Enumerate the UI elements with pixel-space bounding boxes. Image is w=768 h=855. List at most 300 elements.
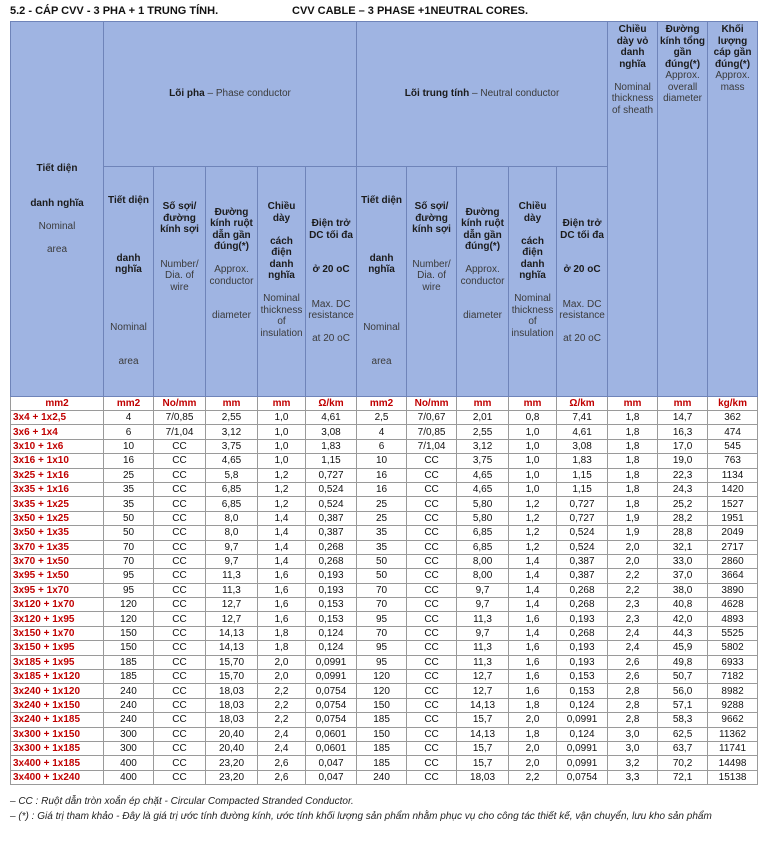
table-cell: 50,7 (658, 670, 708, 684)
table-cell: 0,268 (557, 598, 608, 612)
cable-code-cell: 3x25 + 1x16 (11, 468, 104, 482)
table-cell: 14,13 (206, 626, 258, 640)
table-cell: 185 (357, 756, 407, 770)
table-cell: 3,75 (206, 439, 258, 453)
table-cell: 35 (357, 540, 407, 554)
cable-code-cell: 3x240 + 1x120 (11, 684, 104, 698)
cable-code-cell: 3x120 + 1x70 (11, 598, 104, 612)
table-cell: 0,193 (557, 641, 608, 655)
table-cell: 2,5 (357, 411, 407, 425)
table-cell: 2,4 (258, 741, 306, 755)
table-cell: 1,8 (608, 468, 658, 482)
table-cell: 44,3 (658, 626, 708, 640)
table-cell: CC (154, 569, 206, 583)
table-cell: 2,3 (608, 612, 658, 626)
table-cell: 1,8 (258, 626, 306, 640)
table-cell: 15,7 (457, 756, 509, 770)
table-cell: CC (154, 598, 206, 612)
table-cell: 7/0,85 (154, 411, 206, 425)
cable-spec-table (10, 21, 758, 785)
table-cell: 7182 (708, 670, 758, 684)
table-cell: 400 (104, 770, 154, 784)
table-cell: 49,8 (658, 655, 708, 669)
table-cell: 2,8 (608, 684, 658, 698)
table-cell: 4,65 (206, 454, 258, 468)
table-cell: CC (154, 511, 206, 525)
table-row (11, 511, 758, 525)
table-cell: 95 (357, 612, 407, 626)
unit-cell: mm (206, 397, 258, 411)
table-cell: 1,83 (557, 454, 608, 468)
table-cell: 120 (104, 612, 154, 626)
table-cell: 3,3 (608, 770, 658, 784)
table-cell: 1527 (708, 497, 758, 511)
table-cell: 1420 (708, 482, 758, 496)
unit-cell: mm (258, 397, 306, 411)
table-cell: 0,387 (306, 526, 357, 540)
header-phase-area: Tiết diện danh nghĩa Nominal area (104, 167, 154, 397)
cable-code-cell: 3x16 + 1x10 (11, 454, 104, 468)
header-approx-mass: Khối lượng cáp gần đúng(*) Approx. mass (708, 22, 758, 397)
cable-code-cell: 3x400 + 1x240 (11, 770, 104, 784)
table-cell: 2,55 (206, 411, 258, 425)
table-cell: 0,124 (557, 698, 608, 712)
table-cell: 9,7 (457, 626, 509, 640)
table-cell: 1,6 (509, 612, 557, 626)
table-cell: 1,0 (509, 482, 557, 496)
table-cell: 2,6 (258, 756, 306, 770)
table-cell: 17,0 (658, 439, 708, 453)
table-cell: 0,387 (557, 569, 608, 583)
table-cell: CC (154, 641, 206, 655)
table-cell: 16 (357, 482, 407, 496)
table-cell: 3,12 (457, 439, 509, 453)
table-cell: 0,727 (557, 497, 608, 511)
table-row (11, 497, 758, 511)
table-cell: 19,0 (658, 454, 708, 468)
table-cell: 1,6 (258, 583, 306, 597)
table-cell: 0,193 (306, 583, 357, 597)
table-cell: 120 (104, 598, 154, 612)
table-cell: CC (407, 756, 457, 770)
header-neutral-resistance: Điện trở DC tối đa ở 20 oC Max. DC resistance at 20 oC (557, 167, 608, 397)
table-title (10, 2, 760, 20)
table-cell: 57,1 (658, 698, 708, 712)
table-cell: 2,0 (608, 540, 658, 554)
table-cell: 3890 (708, 583, 758, 597)
table-cell: 70 (357, 598, 407, 612)
table-cell: 16,3 (658, 425, 708, 439)
table-cell: 240 (357, 770, 407, 784)
table-cell: 11,3 (206, 583, 258, 597)
table-cell: 18,03 (206, 713, 258, 727)
table-cell: 1,2 (509, 511, 557, 525)
table-cell: 0,524 (557, 540, 608, 554)
table-cell: 15,7 (457, 713, 509, 727)
table-cell: 1,2 (509, 540, 557, 554)
table-cell: 2,2 (608, 569, 658, 583)
table-cell: 9,7 (457, 598, 509, 612)
title-en: CVV CABLE – 3 PHASE +1NEUTRAL CORES. (292, 5, 529, 17)
table-cell: 1,4 (258, 511, 306, 525)
table-cell: 7/1,04 (407, 439, 457, 453)
table-cell: 11,3 (457, 641, 509, 655)
table-cell: 0,153 (306, 612, 357, 626)
table-cell: 1,4 (258, 526, 306, 540)
table-cell: 150 (104, 626, 154, 640)
table-cell: 0,124 (557, 727, 608, 741)
header-row-main (11, 22, 758, 167)
table-cell: 2,8 (608, 713, 658, 727)
table-cell: 4 (104, 411, 154, 425)
table-cell: 25 (357, 497, 407, 511)
table-cell: 120 (357, 684, 407, 698)
table-cell: CC (154, 482, 206, 496)
table-cell: CC (407, 698, 457, 712)
table-cell: 5802 (708, 641, 758, 655)
table-cell: 1,2 (258, 497, 306, 511)
table-cell: 50 (357, 554, 407, 568)
table-cell: 0,0754 (306, 698, 357, 712)
table-cell: 4,61 (557, 425, 608, 439)
table-cell: CC (407, 454, 457, 468)
table-cell: 1,4 (258, 554, 306, 568)
table-cell: 4,61 (306, 411, 357, 425)
table-cell: 1,6 (258, 612, 306, 626)
header-neutral-conductor-diameter: Đường kính ruột dẫn gần đúng(*) Approx. conductor diameter (457, 167, 509, 397)
table-cell: 45,9 (658, 641, 708, 655)
unit-cell: mm2 (357, 397, 407, 411)
cable-code-cell: 3x10 + 1x6 (11, 439, 104, 453)
table-cell: 18,03 (206, 684, 258, 698)
table-cell: 1,6 (258, 569, 306, 583)
table-cell: CC (407, 770, 457, 784)
table-cell: 185 (357, 713, 407, 727)
table-cell: 70 (357, 583, 407, 597)
table-cell: 1,4 (509, 583, 557, 597)
table-cell: 70 (104, 554, 154, 568)
table-cell: 8,00 (457, 569, 509, 583)
table-cell: 15,70 (206, 655, 258, 669)
table-cell: 1,0 (258, 411, 306, 425)
table-cell: 0,0601 (306, 741, 357, 755)
table-cell: 240 (104, 684, 154, 698)
table-cell: 9,7 (206, 554, 258, 568)
table-cell: 0,268 (306, 540, 357, 554)
table-cell: CC (154, 468, 206, 482)
table-cell: 300 (104, 727, 154, 741)
table-cell: 0,727 (306, 468, 357, 482)
table-cell: 1,4 (258, 540, 306, 554)
table-cell: 35 (104, 497, 154, 511)
table-row (11, 598, 758, 612)
table-cell: 7/0,67 (407, 411, 457, 425)
unit-cell: mm (658, 397, 708, 411)
table-cell: 0,0754 (557, 770, 608, 784)
table-cell: 62,5 (658, 727, 708, 741)
table-cell: 0,387 (306, 511, 357, 525)
table-cell: CC (154, 741, 206, 755)
table-cell: 5,80 (457, 497, 509, 511)
table-cell: 1,8 (608, 439, 658, 453)
table-cell: CC (407, 626, 457, 640)
table-cell: 32,1 (658, 540, 708, 554)
table-cell: 0,047 (306, 770, 357, 784)
table-cell: CC (407, 583, 457, 597)
table-row (11, 583, 758, 597)
table-cell: 2,55 (457, 425, 509, 439)
table-cell: 2,0 (509, 756, 557, 770)
table-cell: 1,83 (306, 439, 357, 453)
header-neutral-conductor: Lõi trung tính – Neutral conductor (357, 22, 608, 167)
table-cell: 1,8 (608, 482, 658, 496)
unit-cell: No/mm (407, 397, 457, 411)
header-nominal-area: Tiết diện danh nghĩa Nominal area (11, 22, 104, 397)
cable-code-cell: 3x150 + 1x95 (11, 641, 104, 655)
cable-code-cell: 3x70 + 1x50 (11, 554, 104, 568)
table-row (11, 554, 758, 568)
table-cell: 50 (104, 511, 154, 525)
table-cell: CC (407, 497, 457, 511)
table-cell: 8,00 (457, 554, 509, 568)
table-cell: 2,2 (258, 684, 306, 698)
table-cell: 6,85 (206, 497, 258, 511)
table-row (11, 540, 758, 554)
table-cell: 25 (104, 468, 154, 482)
table-cell: CC (154, 554, 206, 568)
table-cell: 1,0 (258, 439, 306, 453)
table-cell: 1,8 (608, 497, 658, 511)
table-cell: 150 (357, 727, 407, 741)
table-cell: 8,0 (206, 511, 258, 525)
table-cell: 1,4 (509, 569, 557, 583)
table-cell: CC (407, 655, 457, 669)
table-row (11, 454, 758, 468)
table-row (11, 741, 758, 755)
table-cell: CC (407, 670, 457, 684)
table-cell: 185 (104, 670, 154, 684)
cable-code-cell: 3x4 + 1x2,5 (11, 411, 104, 425)
table-cell: CC (154, 684, 206, 698)
table-cell: 0,8 (509, 411, 557, 425)
table-cell: CC (154, 698, 206, 712)
header-phase-conductor: Lõi pha – Phase conductor (104, 22, 357, 167)
table-cell: 95 (104, 583, 154, 597)
table-cell: 474 (708, 425, 758, 439)
table-cell: 0,0991 (306, 670, 357, 684)
cable-code-cell: 3x50 + 1x25 (11, 511, 104, 525)
table-cell: 1,15 (557, 482, 608, 496)
unit-cell: Ω/km (557, 397, 608, 411)
table-cell: 2,01 (457, 411, 509, 425)
table-cell: 1951 (708, 511, 758, 525)
table-cell: 4,65 (457, 482, 509, 496)
table-cell: 0,268 (557, 626, 608, 640)
table-row (11, 756, 758, 770)
table-cell: 7,41 (557, 411, 608, 425)
note-cc: – CC : Ruột dẫn tròn xoắn ép chặt - Circular Compacted Stranded Conductor. (10, 796, 354, 807)
table-cell: 58,3 (658, 713, 708, 727)
table-cell: 3,08 (557, 439, 608, 453)
table-cell: 18,03 (206, 698, 258, 712)
table-cell: 50 (104, 526, 154, 540)
table-cell: 2,0 (509, 713, 557, 727)
table-cell: 3,2 (608, 756, 658, 770)
table-cell: 1,15 (557, 468, 608, 482)
header-neutral-wire: Số sợi/đường kính sợi Number/ Dia. of wire (407, 167, 457, 397)
table-cell: 15138 (708, 770, 758, 784)
table-row (11, 482, 758, 496)
table-cell: 11,3 (206, 569, 258, 583)
table-row (11, 526, 758, 540)
table-cell: 1,8 (258, 641, 306, 655)
table-cell: CC (407, 641, 457, 655)
table-cell: 1,0 (509, 439, 557, 453)
table-cell: 763 (708, 454, 758, 468)
header-sheath-thickness: Chiều dày vỏ danh nghĩa Nominal thickness of sheath (608, 22, 658, 397)
table-cell: 185 (357, 741, 407, 755)
table-cell: 1,6 (509, 655, 557, 669)
cable-code-cell: 3x95 + 1x50 (11, 569, 104, 583)
note-star: – (*) : Giá trị tham khảo - Đây là giá trị ước tính đường kính, ước tính khối lượng sản phẩm nhằm phục vụ cho công tác thiết kế, vận chuyển, lưu kho sản phẩm (10, 811, 712, 822)
table-cell: 0,153 (306, 598, 357, 612)
table-cell: 2,8 (608, 698, 658, 712)
table-cell: 22,3 (658, 468, 708, 482)
header-neutral-area: Tiết diện danh nghĩa Nominal area (357, 167, 407, 397)
table-cell: 24,3 (658, 482, 708, 496)
table-cell: 1,8 (608, 454, 658, 468)
table-cell: 0,268 (557, 583, 608, 597)
table-cell: CC (407, 598, 457, 612)
unit-cell: mm (608, 397, 658, 411)
table-cell: 1,0 (258, 425, 306, 439)
header-phase-conductor-diameter: Đường kính ruột dẫn gần đúng(*) Approx. conductor diameter (206, 167, 258, 397)
table-cell: CC (407, 741, 457, 755)
table-cell: 0,0601 (306, 727, 357, 741)
table-cell: 2,0 (258, 655, 306, 669)
table-cell: 6 (104, 425, 154, 439)
table-cell: 38,0 (658, 583, 708, 597)
table-cell: 2,2 (608, 583, 658, 597)
table-cell: CC (154, 583, 206, 597)
table-cell: 0,524 (557, 526, 608, 540)
cable-code-cell: 3x35 + 1x25 (11, 497, 104, 511)
table-row (11, 713, 758, 727)
table-cell: CC (154, 526, 206, 540)
table-cell: CC (407, 468, 457, 482)
table-body (11, 411, 758, 785)
cable-code-cell: 3x240 + 1x150 (11, 698, 104, 712)
table-cell: 4893 (708, 612, 758, 626)
table-cell: 42,0 (658, 612, 708, 626)
table-cell: 9,7 (206, 540, 258, 554)
table-cell: 23,20 (206, 756, 258, 770)
units-row (11, 397, 758, 411)
table-cell: 1,2 (509, 526, 557, 540)
table-cell: CC (407, 511, 457, 525)
table-cell: CC (154, 454, 206, 468)
table-cell: 0,193 (557, 612, 608, 626)
table-cell: 3,08 (306, 425, 357, 439)
table-row (11, 641, 758, 655)
table-cell: 1,2 (258, 468, 306, 482)
table-cell: CC (154, 497, 206, 511)
header-overall-diameter: Đường kính tổng gần đúng(*) Approx. overall diameter (658, 22, 708, 397)
table-cell: 0,193 (557, 655, 608, 669)
table-row (11, 698, 758, 712)
table-cell: CC (154, 655, 206, 669)
table-cell: CC (407, 482, 457, 496)
table-cell: 0,153 (557, 684, 608, 698)
table-cell: 1,8 (608, 411, 658, 425)
table-cell: 12,7 (206, 598, 258, 612)
table-cell: 14,13 (457, 698, 509, 712)
table-cell: 1,2 (258, 482, 306, 496)
table-cell: 1,9 (608, 526, 658, 540)
table-cell: 14498 (708, 756, 758, 770)
table-cell: 150 (357, 698, 407, 712)
table-cell: 10 (357, 454, 407, 468)
table-cell: CC (407, 684, 457, 698)
table-cell: 16 (104, 454, 154, 468)
table-cell: CC (154, 756, 206, 770)
table-cell: 1,15 (306, 454, 357, 468)
table-cell: 33,0 (658, 554, 708, 568)
table-cell: 1,8 (608, 425, 658, 439)
table-cell: 28,8 (658, 526, 708, 540)
table-cell: 2,2 (258, 713, 306, 727)
table-cell: 1,8 (509, 698, 557, 712)
table-cell: 70,2 (658, 756, 708, 770)
table-cell: 18,03 (457, 770, 509, 784)
table-cell: 1,8 (509, 727, 557, 741)
table-cell: CC (154, 770, 206, 784)
cable-code-cell: 3x6 + 1x4 (11, 425, 104, 439)
table-cell: 2,0 (608, 554, 658, 568)
table-cell: 6,85 (206, 482, 258, 496)
unit-cell: kg/km (708, 397, 758, 411)
table-cell: CC (407, 727, 457, 741)
table-cell: 6,85 (457, 540, 509, 554)
table-cell: 1,6 (509, 684, 557, 698)
table-row (11, 670, 758, 684)
table-cell: 1,0 (509, 468, 557, 482)
table-cell: 1,4 (509, 554, 557, 568)
table-cell: 1,0 (258, 454, 306, 468)
cable-code-cell: 3x120 + 1x95 (11, 612, 104, 626)
table-cell: 2717 (708, 540, 758, 554)
table-cell: 1,2 (509, 497, 557, 511)
table-row (11, 468, 758, 482)
table-cell: CC (407, 540, 457, 554)
table-cell: CC (154, 612, 206, 626)
footnotes (10, 796, 758, 826)
table-cell: 2,0 (509, 741, 557, 755)
table-cell: 8982 (708, 684, 758, 698)
table-cell: 0,0991 (557, 713, 608, 727)
table-cell: 1,6 (509, 670, 557, 684)
table-cell: 0,0754 (306, 684, 357, 698)
table-cell: 3664 (708, 569, 758, 583)
table-cell: CC (407, 612, 457, 626)
table-cell: 2,4 (258, 727, 306, 741)
table-cell: 56,0 (658, 684, 708, 698)
table-cell: 3,75 (457, 454, 509, 468)
table-cell: 11362 (708, 727, 758, 741)
table-cell: 50 (357, 569, 407, 583)
table-cell: 95 (357, 655, 407, 669)
table-cell: 362 (708, 411, 758, 425)
